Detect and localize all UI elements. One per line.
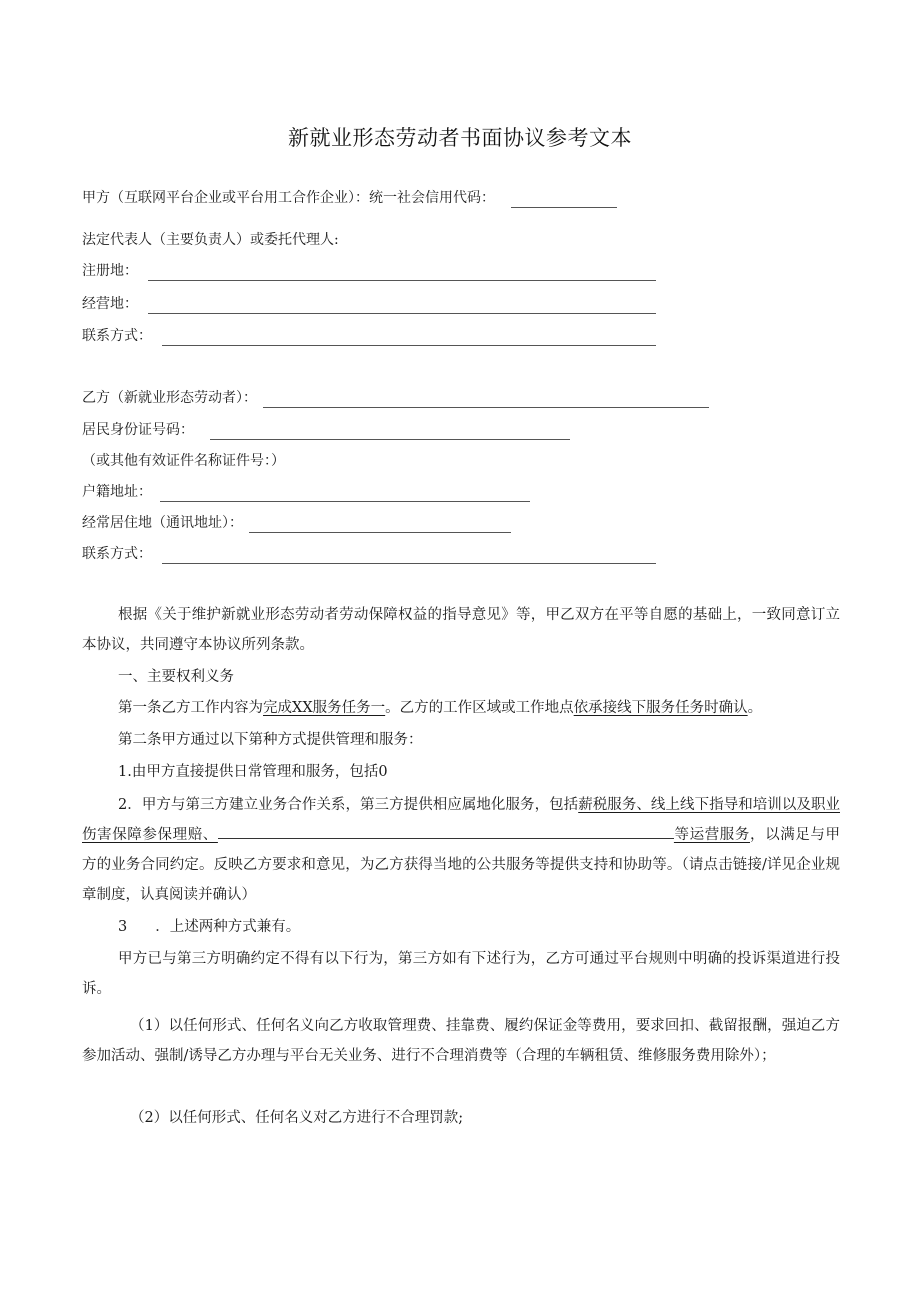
article-1-prefix: 第一条乙方工作内容为 xyxy=(118,700,263,716)
party-b-contact-label: 联系方式： xyxy=(82,546,152,562)
credit-code-blank[interactable] xyxy=(511,193,617,208)
registered-address-blank[interactable] xyxy=(148,266,656,281)
article-1-work-content: 完成XX服务任务一 xyxy=(263,700,386,716)
option-item-3-text: ．上述两种方式兼有。 xyxy=(155,919,301,935)
section-heading-rights: 一、主要权利义务 xyxy=(118,669,234,685)
household-address-blank[interactable] xyxy=(160,487,530,502)
prohibited-item-1: （1）以任何形式、任何名义向乙方收取管理费、挂靠费、履约保证金等费用，要求回扣、截留报酬，强迫乙方参加活动、强制/诱导乙方办理与平台无关业务、进行不合理消费等（合理的车辆租赁、维修服务费用除外）； xyxy=(82,1018,840,1064)
third-party-paragraph: 甲方已与第三方明确约定不得有以下行为，第三方如有下述行为，乙方可通过平台规则中明确的投诉渠道进行投诉。 xyxy=(82,951,840,997)
option-item-2-blank[interactable] xyxy=(218,826,674,839)
document-title: 新就业形态劳动者书面协议参考文本 xyxy=(288,126,632,150)
party-b-name-blank[interactable] xyxy=(263,393,709,408)
residence-address-label: 经常居住地（通讯地址）： xyxy=(82,515,243,531)
other-id-row xyxy=(82,451,285,471)
party-a-header-label: 甲方（互联网平台企业或平台用工合作企业）：统一社会信用代码： xyxy=(82,190,495,206)
id-number-label: 居民身份证号码： xyxy=(82,422,194,438)
party-a-contact-row xyxy=(82,326,656,346)
household-address-label: 户籍地址： xyxy=(82,484,152,500)
option-item-2 xyxy=(82,790,840,910)
residence-address-row xyxy=(82,513,511,533)
option-item-2-services: 薪税服务、线上线下指导和培训以及职业伤害保障参保理赔、 xyxy=(82,797,840,843)
business-address-row xyxy=(82,294,656,314)
article-1-work-location: 依承接线下服务任务时确认 xyxy=(573,700,748,716)
household-address-row xyxy=(82,482,530,502)
article-1-end: 。 xyxy=(747,700,763,716)
legal-rep-label: 法定代表人（主要负责人）或委托代理人: xyxy=(82,232,339,248)
party-b-contact-row xyxy=(82,544,656,564)
option-item-2-operation: 等运营服务 xyxy=(673,827,751,843)
article-1-middle: 。乙方的工作区域或工作地点 xyxy=(385,700,574,716)
registered-address-label: 注册地： xyxy=(82,263,138,279)
party-b-contact-blank[interactable] xyxy=(162,549,656,564)
party-b-header-label: 乙方（新就业形态劳动者）： xyxy=(82,390,257,406)
other-id-label: （或其他有效证件名称证件号：） xyxy=(82,453,285,469)
registered-address-row xyxy=(82,261,656,281)
legal-rep-row xyxy=(82,230,339,250)
party-b-header-row xyxy=(82,388,709,408)
business-address-blank[interactable] xyxy=(148,299,656,314)
intro-paragraph: 根据《关于维护新就业形态劳动者劳动保障权益的指导意见》等，甲乙双方在平等自愿的基础上，一致同意订立本协议，共同遵守本协议所列条款。 xyxy=(82,607,840,653)
id-number-row xyxy=(82,420,570,440)
option-item-2-end: ，以满足与甲方的业务合同约定。反映乙方要求和意见，为乙方获得当地的公共服务等提供支持和协助等。（请点击链接/详见企业规章制度，认真阅读并确认） xyxy=(82,827,841,903)
option-item-3-number: 3 xyxy=(118,919,128,935)
article-2: 第二条甲方通过以下第种方式提供管理和服务： xyxy=(118,732,423,748)
business-address-label: 经营地： xyxy=(82,296,138,312)
residence-address-blank[interactable] xyxy=(249,518,511,533)
party-a-contact-label: 联系方式： xyxy=(82,328,152,344)
option-item-1: 1.由甲方直接提供日常管理和服务，包括0 xyxy=(118,764,388,780)
option-item-2-prefix: 2．甲方与第三方建立业务合作关系，第三方提供相应属地化服务，包括 xyxy=(118,797,579,813)
prohibited-item-2: （2）以任何形式、任何名义对乙方进行不合理罚款; xyxy=(130,1110,464,1126)
party-a-header-row xyxy=(82,188,617,208)
article-1 xyxy=(118,698,762,718)
party-a-contact-blank[interactable] xyxy=(162,331,656,346)
id-number-blank[interactable] xyxy=(210,425,570,440)
option-item-3 xyxy=(118,917,300,937)
